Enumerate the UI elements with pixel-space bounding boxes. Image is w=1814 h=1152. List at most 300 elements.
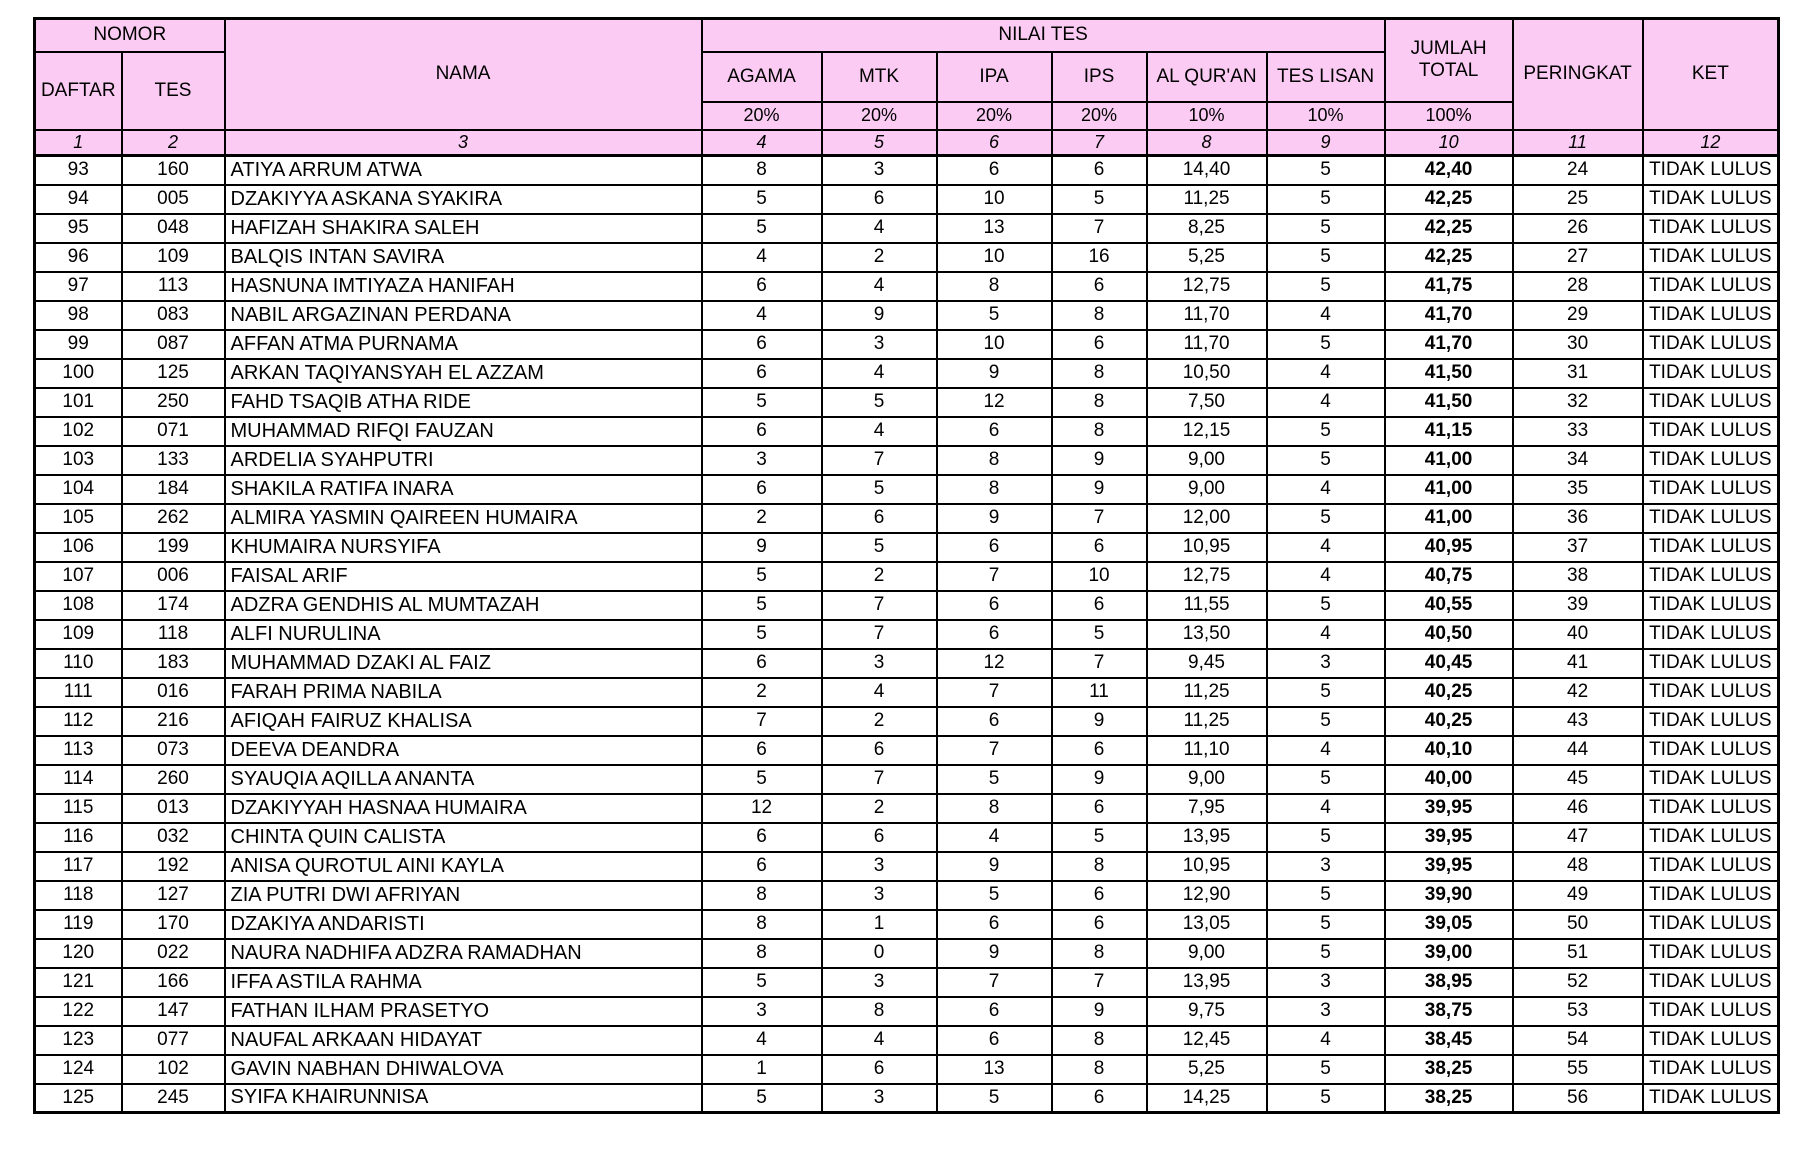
score-ips-cell: 8: [1052, 1026, 1147, 1055]
nama-cell: MUHAMMAD RIFQI FAUZAN: [225, 417, 702, 446]
score-agama-cell: 5: [702, 591, 822, 620]
column-number: 12: [1643, 130, 1779, 156]
peringkat-cell: 46: [1513, 794, 1643, 823]
peringkat-cell: 45: [1513, 765, 1643, 794]
ket-cell: TIDAK LULUS: [1643, 185, 1779, 214]
score-ips-cell: 7: [1052, 504, 1147, 533]
nama-cell: DZAKIYYA ASKANA SYAKIRA: [225, 185, 702, 214]
score-ips-cell: 6: [1052, 156, 1147, 185]
tes-cell: 087: [122, 330, 225, 359]
score-alquran-cell: 11,70: [1147, 301, 1267, 330]
jumlah-total-cell: 41,50: [1385, 388, 1513, 417]
nama-cell: FAHD TSAQIB ATHA RIDE: [225, 388, 702, 417]
score-alquran-cell: 5,25: [1147, 243, 1267, 272]
header-tes: TES: [122, 52, 225, 130]
header-nama: NAMA: [225, 19, 702, 130]
score-ips-cell: 16: [1052, 243, 1147, 272]
score-ips-cell: 9: [1052, 475, 1147, 504]
jumlah-total-cell: 38,25: [1385, 1055, 1513, 1084]
ket-cell: TIDAK LULUS: [1643, 417, 1779, 446]
score-ipa-cell: 7: [937, 562, 1052, 591]
score-ips-cell: 6: [1052, 794, 1147, 823]
score-ipa-cell: 9: [937, 359, 1052, 388]
peringkat-cell: 27: [1513, 243, 1643, 272]
score-agama-cell: 5: [702, 765, 822, 794]
nama-cell: CHINTA QUIN CALISTA: [225, 823, 702, 852]
score-ipa-cell: 5: [937, 765, 1052, 794]
score-ipa-cell: 6: [937, 533, 1052, 562]
score-alquran-cell: 11,25: [1147, 678, 1267, 707]
score-teslisan-cell: 4: [1267, 794, 1385, 823]
nama-cell: FARAH PRIMA NABILA: [225, 678, 702, 707]
score-ipa-cell: 12: [937, 649, 1052, 678]
peringkat-cell: 38: [1513, 562, 1643, 591]
table-row: [35, 997, 1779, 1026]
jumlah-total-cell: 40,55: [1385, 591, 1513, 620]
score-teslisan-cell: 5: [1267, 504, 1385, 533]
score-mtk-cell: 3: [822, 330, 937, 359]
score-alquran-cell: 8,25: [1147, 214, 1267, 243]
table-row: [35, 156, 1779, 185]
score-teslisan-cell: 4: [1267, 388, 1385, 417]
score-mtk-cell: 1: [822, 910, 937, 939]
ket-cell: TIDAK LULUS: [1643, 910, 1779, 939]
score-teslisan-cell: 4: [1267, 736, 1385, 765]
daftar-cell: 125: [35, 1084, 122, 1113]
daftar-cell: 101: [35, 388, 122, 417]
score-teslisan-cell: 4: [1267, 1026, 1385, 1055]
score-ips-cell: 11: [1052, 678, 1147, 707]
score-ipa-cell: 6: [937, 910, 1052, 939]
score-mtk-cell: 6: [822, 1055, 937, 1084]
score-agama-cell: 6: [702, 736, 822, 765]
nama-cell: NAURA NADHIFA ADZRA RAMADHAN: [225, 939, 702, 968]
daftar-cell: 119: [35, 910, 122, 939]
daftar-cell: 117: [35, 852, 122, 881]
score-mtk-cell: 3: [822, 1084, 937, 1113]
jumlah-total-cell: 41,70: [1385, 330, 1513, 359]
daftar-cell: 120: [35, 939, 122, 968]
jumlah-total-cell: 40,50: [1385, 620, 1513, 649]
score-teslisan-cell: 4: [1267, 562, 1385, 591]
score-alquran-cell: 11,55: [1147, 591, 1267, 620]
table-row: [35, 794, 1779, 823]
score-mtk-cell: 0: [822, 939, 937, 968]
score-mtk-cell: 7: [822, 446, 937, 475]
column-number: 1: [35, 130, 122, 156]
score-ips-cell: 6: [1052, 881, 1147, 910]
table-row: [35, 707, 1779, 736]
score-agama-cell: 9: [702, 533, 822, 562]
ket-cell: TIDAK LULUS: [1643, 968, 1779, 997]
nama-cell: ALMIRA YASMIN QAIREEN HUMAIRA: [225, 504, 702, 533]
weight-ipa: 20%: [937, 102, 1052, 130]
score-mtk-cell: 4: [822, 417, 937, 446]
nama-cell: NABIL ARGAZINAN PERDANA: [225, 301, 702, 330]
jumlah-total-cell: 42,25: [1385, 243, 1513, 272]
jumlah-total-cell: 41,00: [1385, 475, 1513, 504]
score-ipa-cell: 9: [937, 939, 1052, 968]
score-mtk-cell: 2: [822, 707, 937, 736]
jumlah-total-cell: 39,95: [1385, 794, 1513, 823]
column-number-row: [35, 130, 1779, 156]
table-row: [35, 736, 1779, 765]
score-ipa-cell: 10: [937, 185, 1052, 214]
score-teslisan-cell: 3: [1267, 997, 1385, 1026]
header-ket: KET: [1643, 19, 1779, 130]
ket-cell: TIDAK LULUS: [1643, 823, 1779, 852]
peringkat-cell: 42: [1513, 678, 1643, 707]
score-ipa-cell: 7: [937, 678, 1052, 707]
jumlah-total-cell: 41,50: [1385, 359, 1513, 388]
peringkat-cell: 25: [1513, 185, 1643, 214]
peringkat-cell: 32: [1513, 388, 1643, 417]
score-mtk-cell: 4: [822, 678, 937, 707]
score-ips-cell: 6: [1052, 1084, 1147, 1113]
tes-cell: 174: [122, 591, 225, 620]
jumlah-total-cell: 41,15: [1385, 417, 1513, 446]
score-agama-cell: 2: [702, 678, 822, 707]
ket-cell: TIDAK LULUS: [1643, 475, 1779, 504]
daftar-cell: 105: [35, 504, 122, 533]
column-number: 11: [1513, 130, 1643, 156]
score-ipa-cell: 6: [937, 997, 1052, 1026]
jumlah-total-cell: 40,25: [1385, 707, 1513, 736]
daftar-cell: 96: [35, 243, 122, 272]
header-row-groups: [35, 19, 1779, 52]
nama-cell: FATHAN ILHAM PRASETYO: [225, 997, 702, 1026]
header-nilai-tes: NILAI TES: [702, 19, 1385, 52]
score-mtk-cell: 7: [822, 765, 937, 794]
score-agama-cell: 5: [702, 1084, 822, 1113]
ket-cell: TIDAK LULUS: [1643, 156, 1779, 185]
score-ipa-cell: 5: [937, 881, 1052, 910]
nama-cell: SYIFA KHAIRUNNISA: [225, 1084, 702, 1113]
results-table: [33, 17, 1780, 1114]
column-number: 7: [1052, 130, 1147, 156]
nama-cell: FAISAL ARIF: [225, 562, 702, 591]
score-agama-cell: 5: [702, 214, 822, 243]
ket-cell: TIDAK LULUS: [1643, 1084, 1779, 1113]
peringkat-cell: 52: [1513, 968, 1643, 997]
score-ipa-cell: 8: [937, 794, 1052, 823]
score-ipa-cell: 13: [937, 214, 1052, 243]
score-alquran-cell: 11,10: [1147, 736, 1267, 765]
ket-cell: TIDAK LULUS: [1643, 765, 1779, 794]
score-mtk-cell: 7: [822, 620, 937, 649]
peringkat-cell: 28: [1513, 272, 1643, 301]
tes-cell: 071: [122, 417, 225, 446]
score-ipa-cell: 6: [937, 1026, 1052, 1055]
score-mtk-cell: 4: [822, 359, 937, 388]
score-agama-cell: 7: [702, 707, 822, 736]
tes-cell: 147: [122, 997, 225, 1026]
score-ips-cell: 7: [1052, 214, 1147, 243]
score-mtk-cell: 3: [822, 968, 937, 997]
score-mtk-cell: 3: [822, 156, 937, 185]
jumlah-total-cell: 40,25: [1385, 678, 1513, 707]
peringkat-cell: 55: [1513, 1055, 1643, 1084]
jumlah-total-cell: 40,10: [1385, 736, 1513, 765]
tes-cell: 005: [122, 185, 225, 214]
jumlah-total-cell: 39,95: [1385, 852, 1513, 881]
daftar-cell: 122: [35, 997, 122, 1026]
nama-cell: ARDELIA SYAHPUTRI: [225, 446, 702, 475]
ket-cell: TIDAK LULUS: [1643, 1026, 1779, 1055]
score-ips-cell: 5: [1052, 823, 1147, 852]
nama-cell: AFFAN ATMA PURNAMA: [225, 330, 702, 359]
score-alquran-cell: 14,25: [1147, 1084, 1267, 1113]
tes-cell: 006: [122, 562, 225, 591]
daftar-cell: 106: [35, 533, 122, 562]
daftar-cell: 108: [35, 591, 122, 620]
jumlah-total-cell: 40,45: [1385, 649, 1513, 678]
table-row: [35, 1026, 1779, 1055]
score-alquran-cell: 9,00: [1147, 765, 1267, 794]
nama-cell: ZIA PUTRI DWI AFRIYAN: [225, 881, 702, 910]
score-ips-cell: 6: [1052, 330, 1147, 359]
tes-cell: 125: [122, 359, 225, 388]
score-agama-cell: 6: [702, 475, 822, 504]
daftar-cell: 124: [35, 1055, 122, 1084]
score-teslisan-cell: 4: [1267, 301, 1385, 330]
score-agama-cell: 5: [702, 562, 822, 591]
table-header: [35, 19, 1779, 156]
score-ips-cell: 8: [1052, 852, 1147, 881]
daftar-cell: 113: [35, 736, 122, 765]
score-teslisan-cell: 5: [1267, 707, 1385, 736]
score-mtk-cell: 2: [822, 562, 937, 591]
table-row: [35, 301, 1779, 330]
daftar-cell: 114: [35, 765, 122, 794]
score-alquran-cell: 12,00: [1147, 504, 1267, 533]
column-number: 3: [225, 130, 702, 156]
peringkat-cell: 36: [1513, 504, 1643, 533]
score-agama-cell: 6: [702, 330, 822, 359]
tes-cell: 083: [122, 301, 225, 330]
score-agama-cell: 12: [702, 794, 822, 823]
table-row: [35, 272, 1779, 301]
score-ipa-cell: 7: [937, 968, 1052, 997]
peringkat-cell: 40: [1513, 620, 1643, 649]
score-teslisan-cell: 5: [1267, 910, 1385, 939]
peringkat-cell: 48: [1513, 852, 1643, 881]
weight-ips: 20%: [1052, 102, 1147, 130]
table-row: [35, 765, 1779, 794]
daftar-cell: 116: [35, 823, 122, 852]
column-number: 10: [1385, 130, 1513, 156]
score-ips-cell: 9: [1052, 446, 1147, 475]
ket-cell: TIDAK LULUS: [1643, 301, 1779, 330]
score-ips-cell: 6: [1052, 736, 1147, 765]
score-ipa-cell: 12: [937, 388, 1052, 417]
score-agama-cell: 4: [702, 301, 822, 330]
score-alquran-cell: 11,25: [1147, 185, 1267, 214]
tes-cell: 013: [122, 794, 225, 823]
jumlah-total-cell: 41,00: [1385, 446, 1513, 475]
tes-cell: 016: [122, 678, 225, 707]
score-ips-cell: 8: [1052, 359, 1147, 388]
daftar-cell: 110: [35, 649, 122, 678]
tes-cell: 183: [122, 649, 225, 678]
table-row: [35, 823, 1779, 852]
score-alquran-cell: 14,40: [1147, 156, 1267, 185]
score-mtk-cell: 4: [822, 272, 937, 301]
peringkat-cell: 54: [1513, 1026, 1643, 1055]
nama-cell: NAUFAL ARKAAN HIDAYAT: [225, 1026, 702, 1055]
score-mtk-cell: 6: [822, 504, 937, 533]
jumlah-total-cell: 41,75: [1385, 272, 1513, 301]
score-alquran-cell: 10,95: [1147, 852, 1267, 881]
score-agama-cell: 6: [702, 823, 822, 852]
ket-cell: TIDAK LULUS: [1643, 620, 1779, 649]
nama-cell: SYAUQIA AQILLA ANANTA: [225, 765, 702, 794]
jumlah-total-cell: 39,05: [1385, 910, 1513, 939]
score-agama-cell: 5: [702, 968, 822, 997]
header-jumlah-total: JUMLAH TOTAL: [1385, 19, 1513, 102]
score-teslisan-cell: 5: [1267, 185, 1385, 214]
peringkat-cell: 56: [1513, 1084, 1643, 1113]
header-daftar: DAFTAR: [35, 52, 122, 130]
tes-cell: 077: [122, 1026, 225, 1055]
table-body: [35, 156, 1779, 1113]
ket-cell: TIDAK LULUS: [1643, 562, 1779, 591]
peringkat-cell: 26: [1513, 214, 1643, 243]
score-teslisan-cell: 5: [1267, 272, 1385, 301]
score-alquran-cell: 12,45: [1147, 1026, 1267, 1055]
table-row: [35, 214, 1779, 243]
ket-cell: TIDAK LULUS: [1643, 649, 1779, 678]
tes-cell: 192: [122, 852, 225, 881]
tes-cell: 109: [122, 243, 225, 272]
score-ipa-cell: 6: [937, 591, 1052, 620]
score-agama-cell: 6: [702, 852, 822, 881]
tes-cell: 032: [122, 823, 225, 852]
ket-cell: TIDAK LULUS: [1643, 214, 1779, 243]
daftar-cell: 94: [35, 185, 122, 214]
score-alquran-cell: 11,25: [1147, 707, 1267, 736]
score-alquran-cell: 7,50: [1147, 388, 1267, 417]
jumlah-total-cell: 39,00: [1385, 939, 1513, 968]
table-row: [35, 475, 1779, 504]
score-ips-cell: 8: [1052, 388, 1147, 417]
score-ipa-cell: 8: [937, 446, 1052, 475]
score-agama-cell: 8: [702, 156, 822, 185]
score-teslisan-cell: 5: [1267, 881, 1385, 910]
score-mtk-cell: 9: [822, 301, 937, 330]
score-agama-cell: 2: [702, 504, 822, 533]
score-mtk-cell: 5: [822, 475, 937, 504]
table-row: [35, 388, 1779, 417]
nama-cell: MUHAMMAD DZAKI AL FAIZ: [225, 649, 702, 678]
tes-cell: 262: [122, 504, 225, 533]
weight-mtk: 20%: [822, 102, 937, 130]
daftar-cell: 98: [35, 301, 122, 330]
score-teslisan-cell: 5: [1267, 214, 1385, 243]
column-number: 4: [702, 130, 822, 156]
ket-cell: TIDAK LULUS: [1643, 1055, 1779, 1084]
table-row: [35, 243, 1779, 272]
ket-cell: TIDAK LULUS: [1643, 939, 1779, 968]
score-alquran-cell: 10,95: [1147, 533, 1267, 562]
ket-cell: TIDAK LULUS: [1643, 330, 1779, 359]
score-teslisan-cell: 5: [1267, 939, 1385, 968]
peringkat-cell: 49: [1513, 881, 1643, 910]
table-row: [35, 968, 1779, 997]
header-ipa: IPA: [937, 52, 1052, 102]
table-row: [35, 417, 1779, 446]
table-row: [35, 591, 1779, 620]
score-mtk-cell: 3: [822, 649, 937, 678]
daftar-cell: 100: [35, 359, 122, 388]
table-row: [35, 504, 1779, 533]
score-ips-cell: 9: [1052, 707, 1147, 736]
score-mtk-cell: 2: [822, 243, 937, 272]
score-mtk-cell: 3: [822, 881, 937, 910]
tes-cell: 216: [122, 707, 225, 736]
score-alquran-cell: 13,05: [1147, 910, 1267, 939]
peringkat-cell: 44: [1513, 736, 1643, 765]
nama-cell: SHAKILA RATIFA INARA: [225, 475, 702, 504]
score-ipa-cell: 6: [937, 620, 1052, 649]
nama-cell: ALFI NURULINA: [225, 620, 702, 649]
nama-cell: HAFIZAH SHAKIRA SALEH: [225, 214, 702, 243]
score-ipa-cell: 7: [937, 736, 1052, 765]
header-nomor: NOMOR: [35, 19, 225, 52]
score-ips-cell: 8: [1052, 939, 1147, 968]
header-alquran: AL QUR'AN: [1147, 52, 1267, 102]
ket-cell: TIDAK LULUS: [1643, 243, 1779, 272]
table-row: [35, 185, 1779, 214]
nama-cell: BALQIS INTAN SAVIRA: [225, 243, 702, 272]
score-ipa-cell: 10: [937, 243, 1052, 272]
score-ips-cell: 5: [1052, 185, 1147, 214]
score-ips-cell: 8: [1052, 301, 1147, 330]
score-ips-cell: 6: [1052, 533, 1147, 562]
tes-cell: 160: [122, 156, 225, 185]
score-teslisan-cell: 5: [1267, 330, 1385, 359]
peringkat-cell: 33: [1513, 417, 1643, 446]
score-teslisan-cell: 5: [1267, 1084, 1385, 1113]
tes-cell: 250: [122, 388, 225, 417]
tes-cell: 102: [122, 1055, 225, 1084]
jumlah-total-cell: 38,25: [1385, 1084, 1513, 1113]
nama-cell: DZAKIYA ANDARISTI: [225, 910, 702, 939]
score-teslisan-cell: 5: [1267, 417, 1385, 446]
score-alquran-cell: 12,75: [1147, 272, 1267, 301]
ket-cell: TIDAK LULUS: [1643, 533, 1779, 562]
score-mtk-cell: 8: [822, 997, 937, 1026]
score-teslisan-cell: 3: [1267, 649, 1385, 678]
weight-alquran: 10%: [1147, 102, 1267, 130]
score-teslisan-cell: 3: [1267, 968, 1385, 997]
peringkat-cell: 53: [1513, 997, 1643, 1026]
tes-cell: 118: [122, 620, 225, 649]
peringkat-cell: 31: [1513, 359, 1643, 388]
score-agama-cell: 8: [702, 881, 822, 910]
score-mtk-cell: 5: [822, 388, 937, 417]
column-number: 8: [1147, 130, 1267, 156]
score-agama-cell: 6: [702, 272, 822, 301]
jumlah-total-cell: 38,95: [1385, 968, 1513, 997]
nama-cell: GAVIN NABHAN DHIWALOVA: [225, 1055, 702, 1084]
table-row: [35, 533, 1779, 562]
score-mtk-cell: 4: [822, 1026, 937, 1055]
score-ips-cell: 6: [1052, 272, 1147, 301]
score-agama-cell: 4: [702, 243, 822, 272]
table-row: [35, 852, 1779, 881]
score-alquran-cell: 12,90: [1147, 881, 1267, 910]
